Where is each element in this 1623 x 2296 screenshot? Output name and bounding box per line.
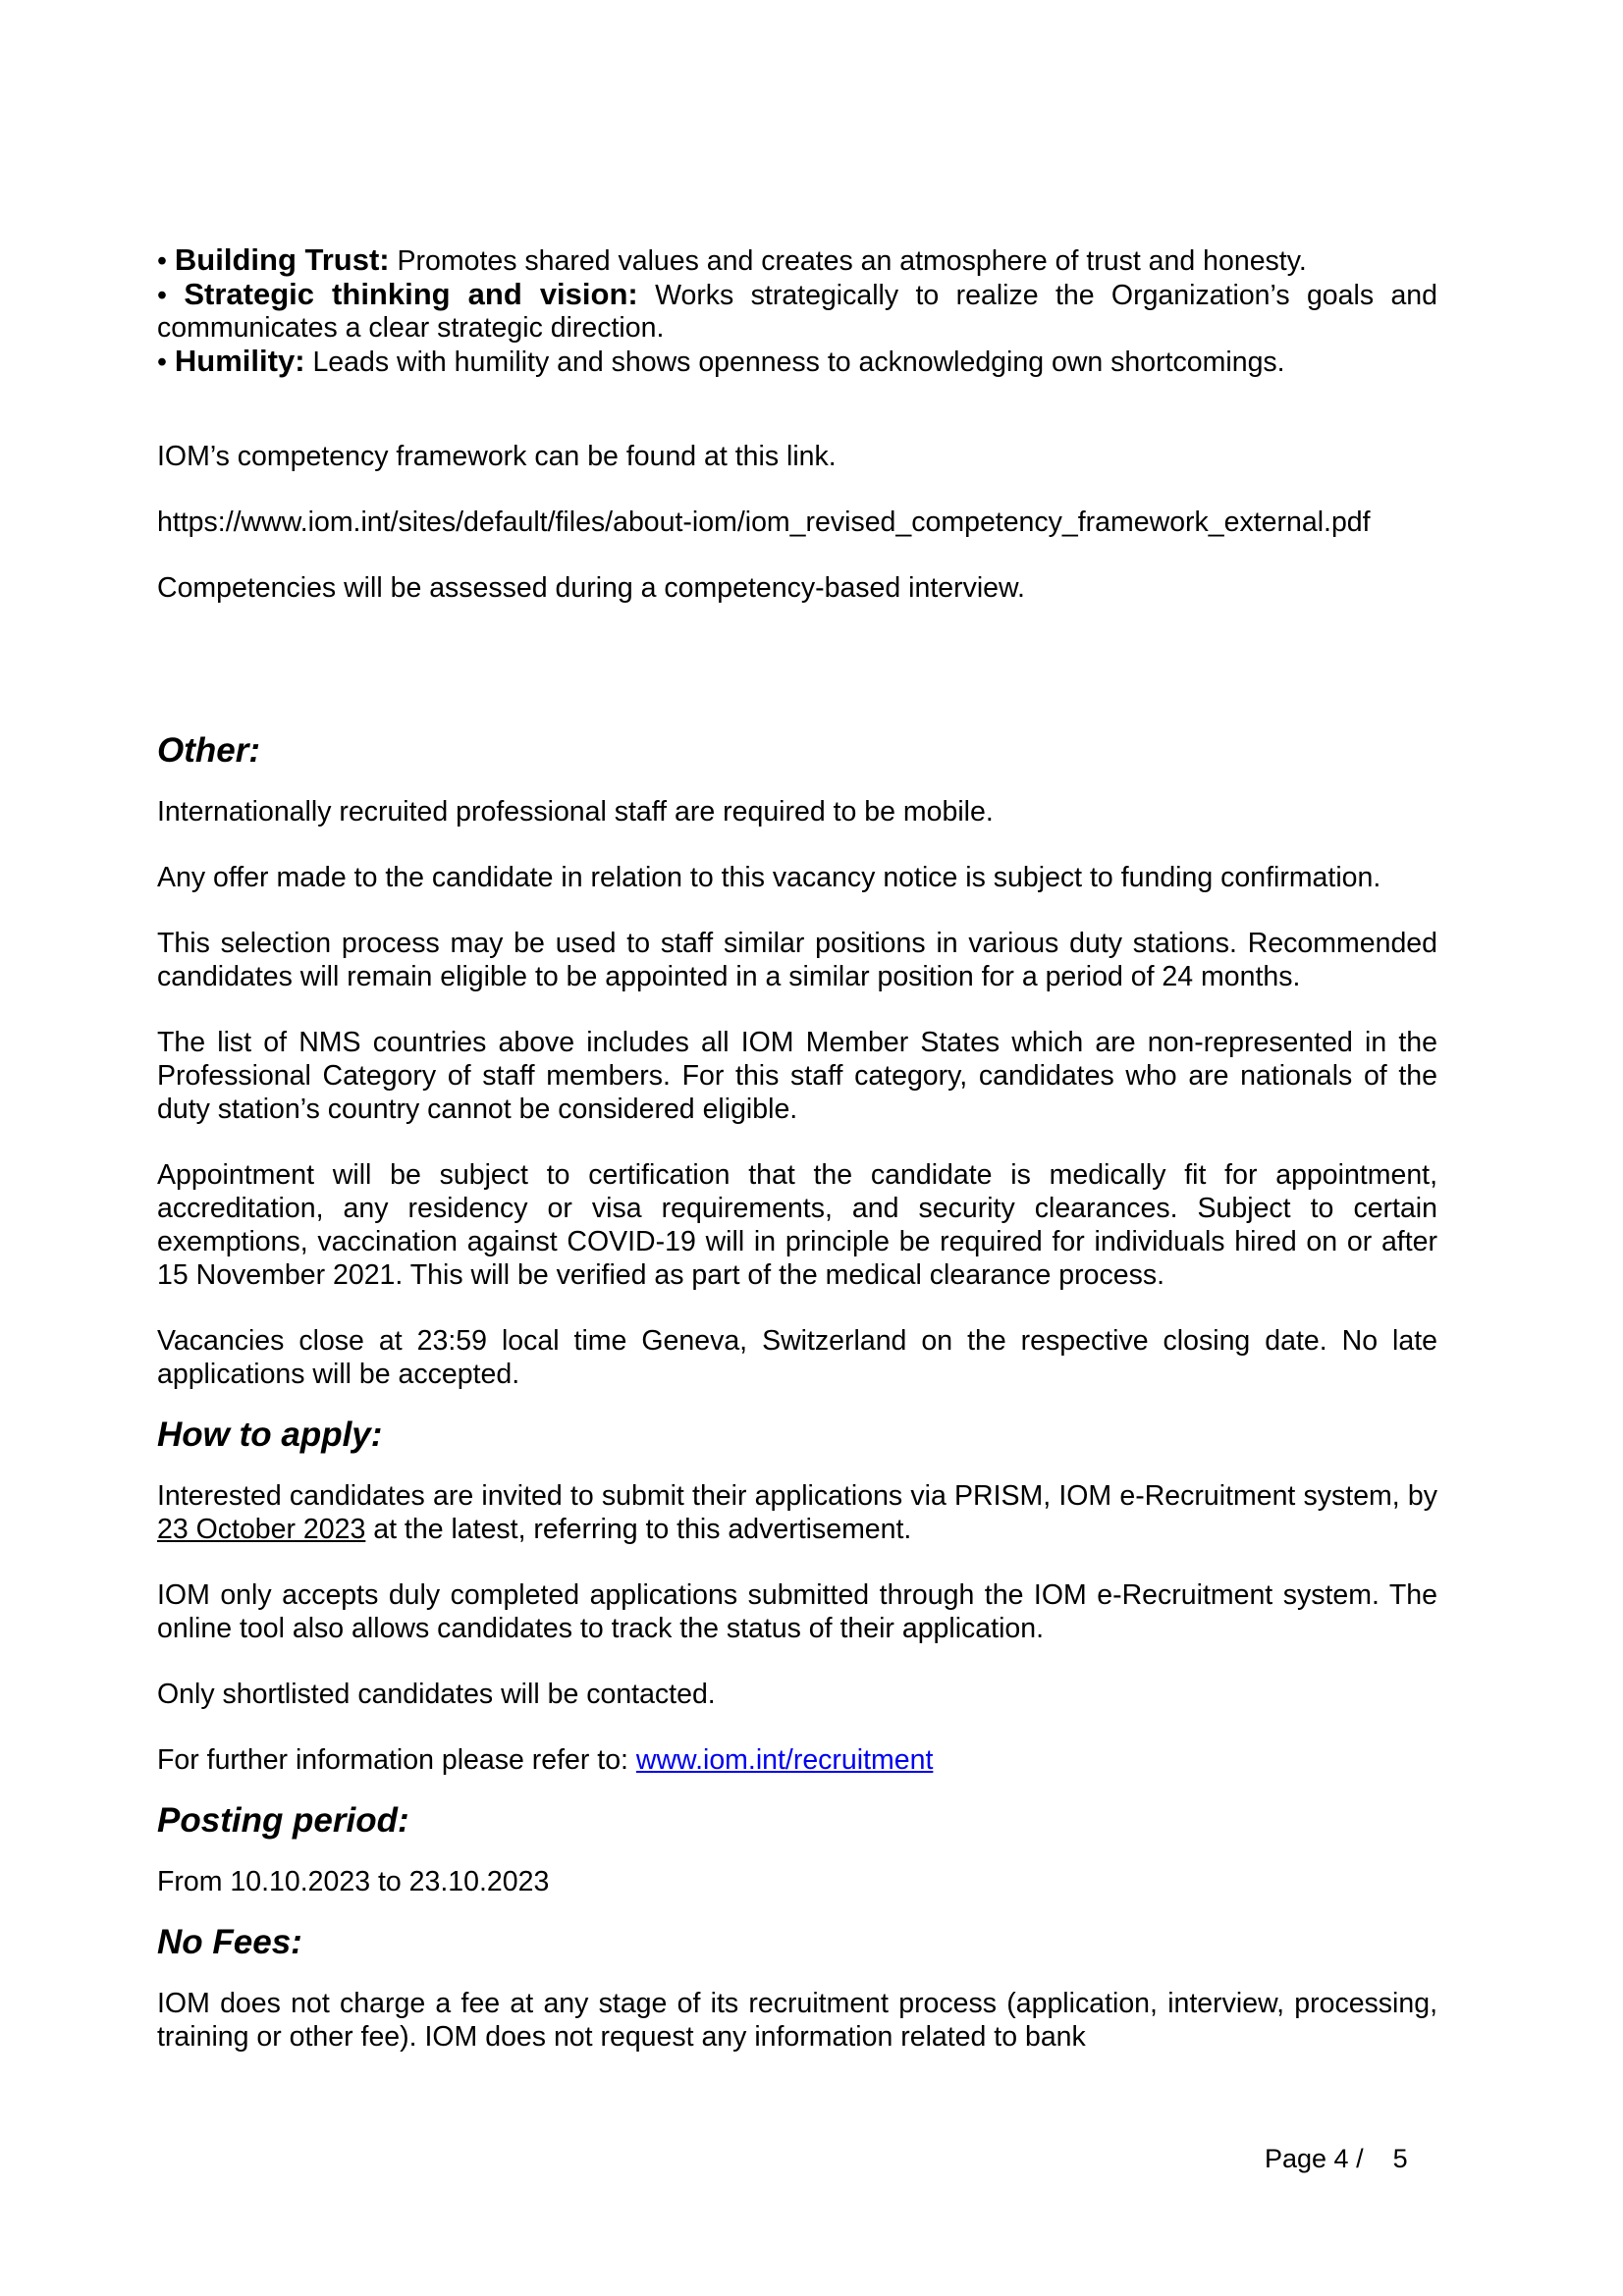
bullet-title: Humility: [174,344,305,378]
recruitment-link[interactable]: www.iom.int/recruitment [635,1744,934,1776]
framework-url: https://www.iom.int/sites/default/files/about-iom/iom_revised_competency_framework_external.pdf [157,507,1371,538]
posting-period-text: From 10.10.2023 to 23.10.2023 [157,1866,550,1897]
bullet-mark: • [157,245,175,277]
bullet-humility [157,345,1437,379]
apply-text: Interested candidates are invited to submit their applications via PRISM, IOM e-Recruitment system, by [157,1480,1437,1512]
bullet-building-trust [157,243,1437,278]
bullet-text: Promotes shared values and creates an atmosphere of trust and honesty. [389,245,1307,277]
document-page [157,236,1437,2054]
apply-text: For further information please refer to: [157,1744,636,1776]
apply-paragraph: IOM only accepts duly completed applications submitted through the IOM e-Recruitment system. The online tool also allows candidates to track the status of their application. [157,1579,1437,1644]
page-number: Page 4 / 5 [1265,2144,1408,2173]
no-fees-text: IOM does not charge a fee at any stage of its recruitment process (application, interview, processing, training or other fee). IOM does not request any information related to bank [157,1988,1437,2053]
apply-paragraph [157,1479,1437,1546]
other-paragraph: Internationally recruited professional staff are required to be mobile. [157,796,994,828]
posting-period-heading: Posting period: [157,1801,409,1840]
bullet-text: Works strategically to realize the Organization’s goals and communicates a clear strategic direction. [157,280,1437,344]
bullet-mark: • [157,280,185,311]
other-paragraph: Vacancies close at 23:59 local time Geneva, Switzerland on the respective closing date. No late applications will be accepted. [157,1325,1437,1390]
other-paragraph: Any offer made to the candidate in relation to this vacancy notice is subject to funding confirmation. [157,862,1381,893]
bullet-title: Building Trust: [174,242,390,277]
how-to-apply-heading: How to apply: [157,1415,383,1454]
no-fees-heading: No Fees: [157,1923,302,1961]
assessment-text: Competencies will be assessed during a competency-based interview. [157,572,1025,604]
other-paragraph: Appointment will be subject to certification that the candidate is medically fit for appointment, accreditation, any residency or visa requirements, and security clearances. Subject to certain exemptions, vaccination against COVID-19 will in principle be required for individuals hired on or after 15 November 2021. This will be verified as part of the medical clearance process. [157,1159,1437,1291]
bullet-mark: • [157,347,175,378]
apply-paragraph: Only shortlisted candidates will be contacted. [157,1679,716,1710]
other-paragraph: The list of NMS countries above includes all IOM Member States which are non-represented in the Professional Category of staff members. For this staff category, candidates who are nationals of the duty station’s country cannot be considered eligible. [157,1027,1437,1125]
competency-bullets [157,243,1437,379]
closing-date: 23 October 2023 [157,1514,366,1545]
bullet-text: Leads with humility and shows openness to acknowledging own shortcomings. [304,347,1285,378]
other-heading: Other: [157,731,260,770]
bullet-title: Strategic thinking and vision: [184,277,638,311]
apply-paragraph [157,1743,1437,1777]
framework-intro: IOM’s competency framework can be found at this link. [157,441,837,472]
bullet-strategic-thinking [157,278,1437,345]
apply-text: at the latest, referring to this advertisement. [365,1514,912,1545]
other-paragraph: This selection process may be used to staff similar positions in various duty stations. Recommended candidates will remain eligible to be appointed in a similar position for a period of 24 months. [157,928,1437,992]
